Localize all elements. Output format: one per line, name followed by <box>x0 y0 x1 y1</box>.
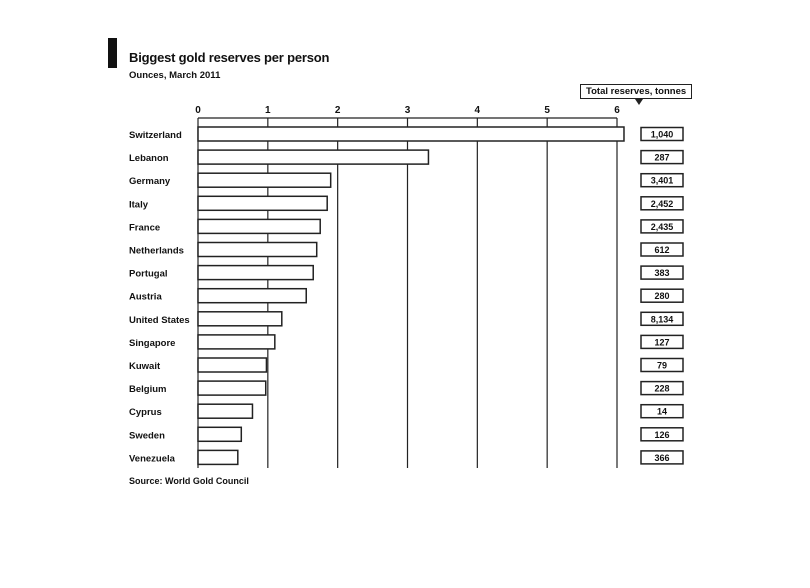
bar <box>198 312 282 326</box>
secondary-value-label: 280 <box>654 291 670 302</box>
chart-subtitle: Ounces, March 2011 <box>129 70 221 81</box>
secondary-value-label: 14 <box>656 406 668 417</box>
bar <box>198 427 241 441</box>
x-tick-label: 3 <box>404 105 411 116</box>
category-label: Sweden <box>129 430 165 442</box>
category-label: France <box>129 222 161 234</box>
secondary-value-label: 1,040 <box>650 129 674 140</box>
bar <box>198 127 624 141</box>
category-label: Austria <box>129 291 162 303</box>
secondary-value-label: 3,401 <box>650 175 674 186</box>
x-tick-label: 2 <box>334 105 341 116</box>
category-label: Venezuela <box>129 453 175 465</box>
x-tick-label: 5 <box>544 105 550 116</box>
category-label: Portugal <box>129 268 168 280</box>
bar <box>198 335 275 349</box>
category-label: Belgium <box>129 384 167 396</box>
secondary-legend-label: Total reserves, tonnes <box>580 84 692 99</box>
x-tick-label: 4 <box>474 105 481 116</box>
bar <box>198 381 266 395</box>
category-label: United States <box>129 314 190 326</box>
category-label: Kuwait <box>129 361 161 372</box>
bar <box>198 404 252 418</box>
category-label: Singapore <box>129 337 176 349</box>
x-tick-label: 0 <box>195 105 201 116</box>
x-tick-label: 6 <box>614 105 620 116</box>
category-label: Lebanon <box>129 153 169 165</box>
bar <box>198 196 327 210</box>
secondary-value-label: 287 <box>654 152 670 163</box>
secondary-value-label: 383 <box>654 268 670 279</box>
category-label: Italy <box>129 199 149 211</box>
secondary-value-label: 126 <box>654 429 670 440</box>
bar <box>198 450 238 464</box>
secondary-value-label: 612 <box>654 245 670 255</box>
category-label: Netherlands <box>129 245 184 257</box>
bar <box>198 243 317 257</box>
chart-title: Biggest gold reserves per person <box>129 50 330 65</box>
category-label: Germany <box>129 176 171 188</box>
bar <box>198 266 313 280</box>
secondary-value-label: 8,134 <box>650 314 674 325</box>
category-label: Cyprus <box>129 407 162 419</box>
secondary-value-label: 228 <box>654 383 670 394</box>
secondary-value-label: 2,452 <box>650 198 674 209</box>
bar <box>198 289 306 303</box>
category-label: Switzerland <box>129 130 182 141</box>
bar <box>198 219 320 233</box>
secondary-value-label: 79 <box>656 360 668 371</box>
x-tick-label: 1 <box>265 105 271 116</box>
bar <box>198 358 266 372</box>
bar <box>198 173 331 187</box>
secondary-value-label: 2,435 <box>650 221 674 232</box>
source-note: Source: World Gold Council <box>129 476 249 486</box>
secondary-value-label: 366 <box>654 452 670 463</box>
bar <box>198 150 428 164</box>
secondary-value-label: 127 <box>654 337 670 348</box>
